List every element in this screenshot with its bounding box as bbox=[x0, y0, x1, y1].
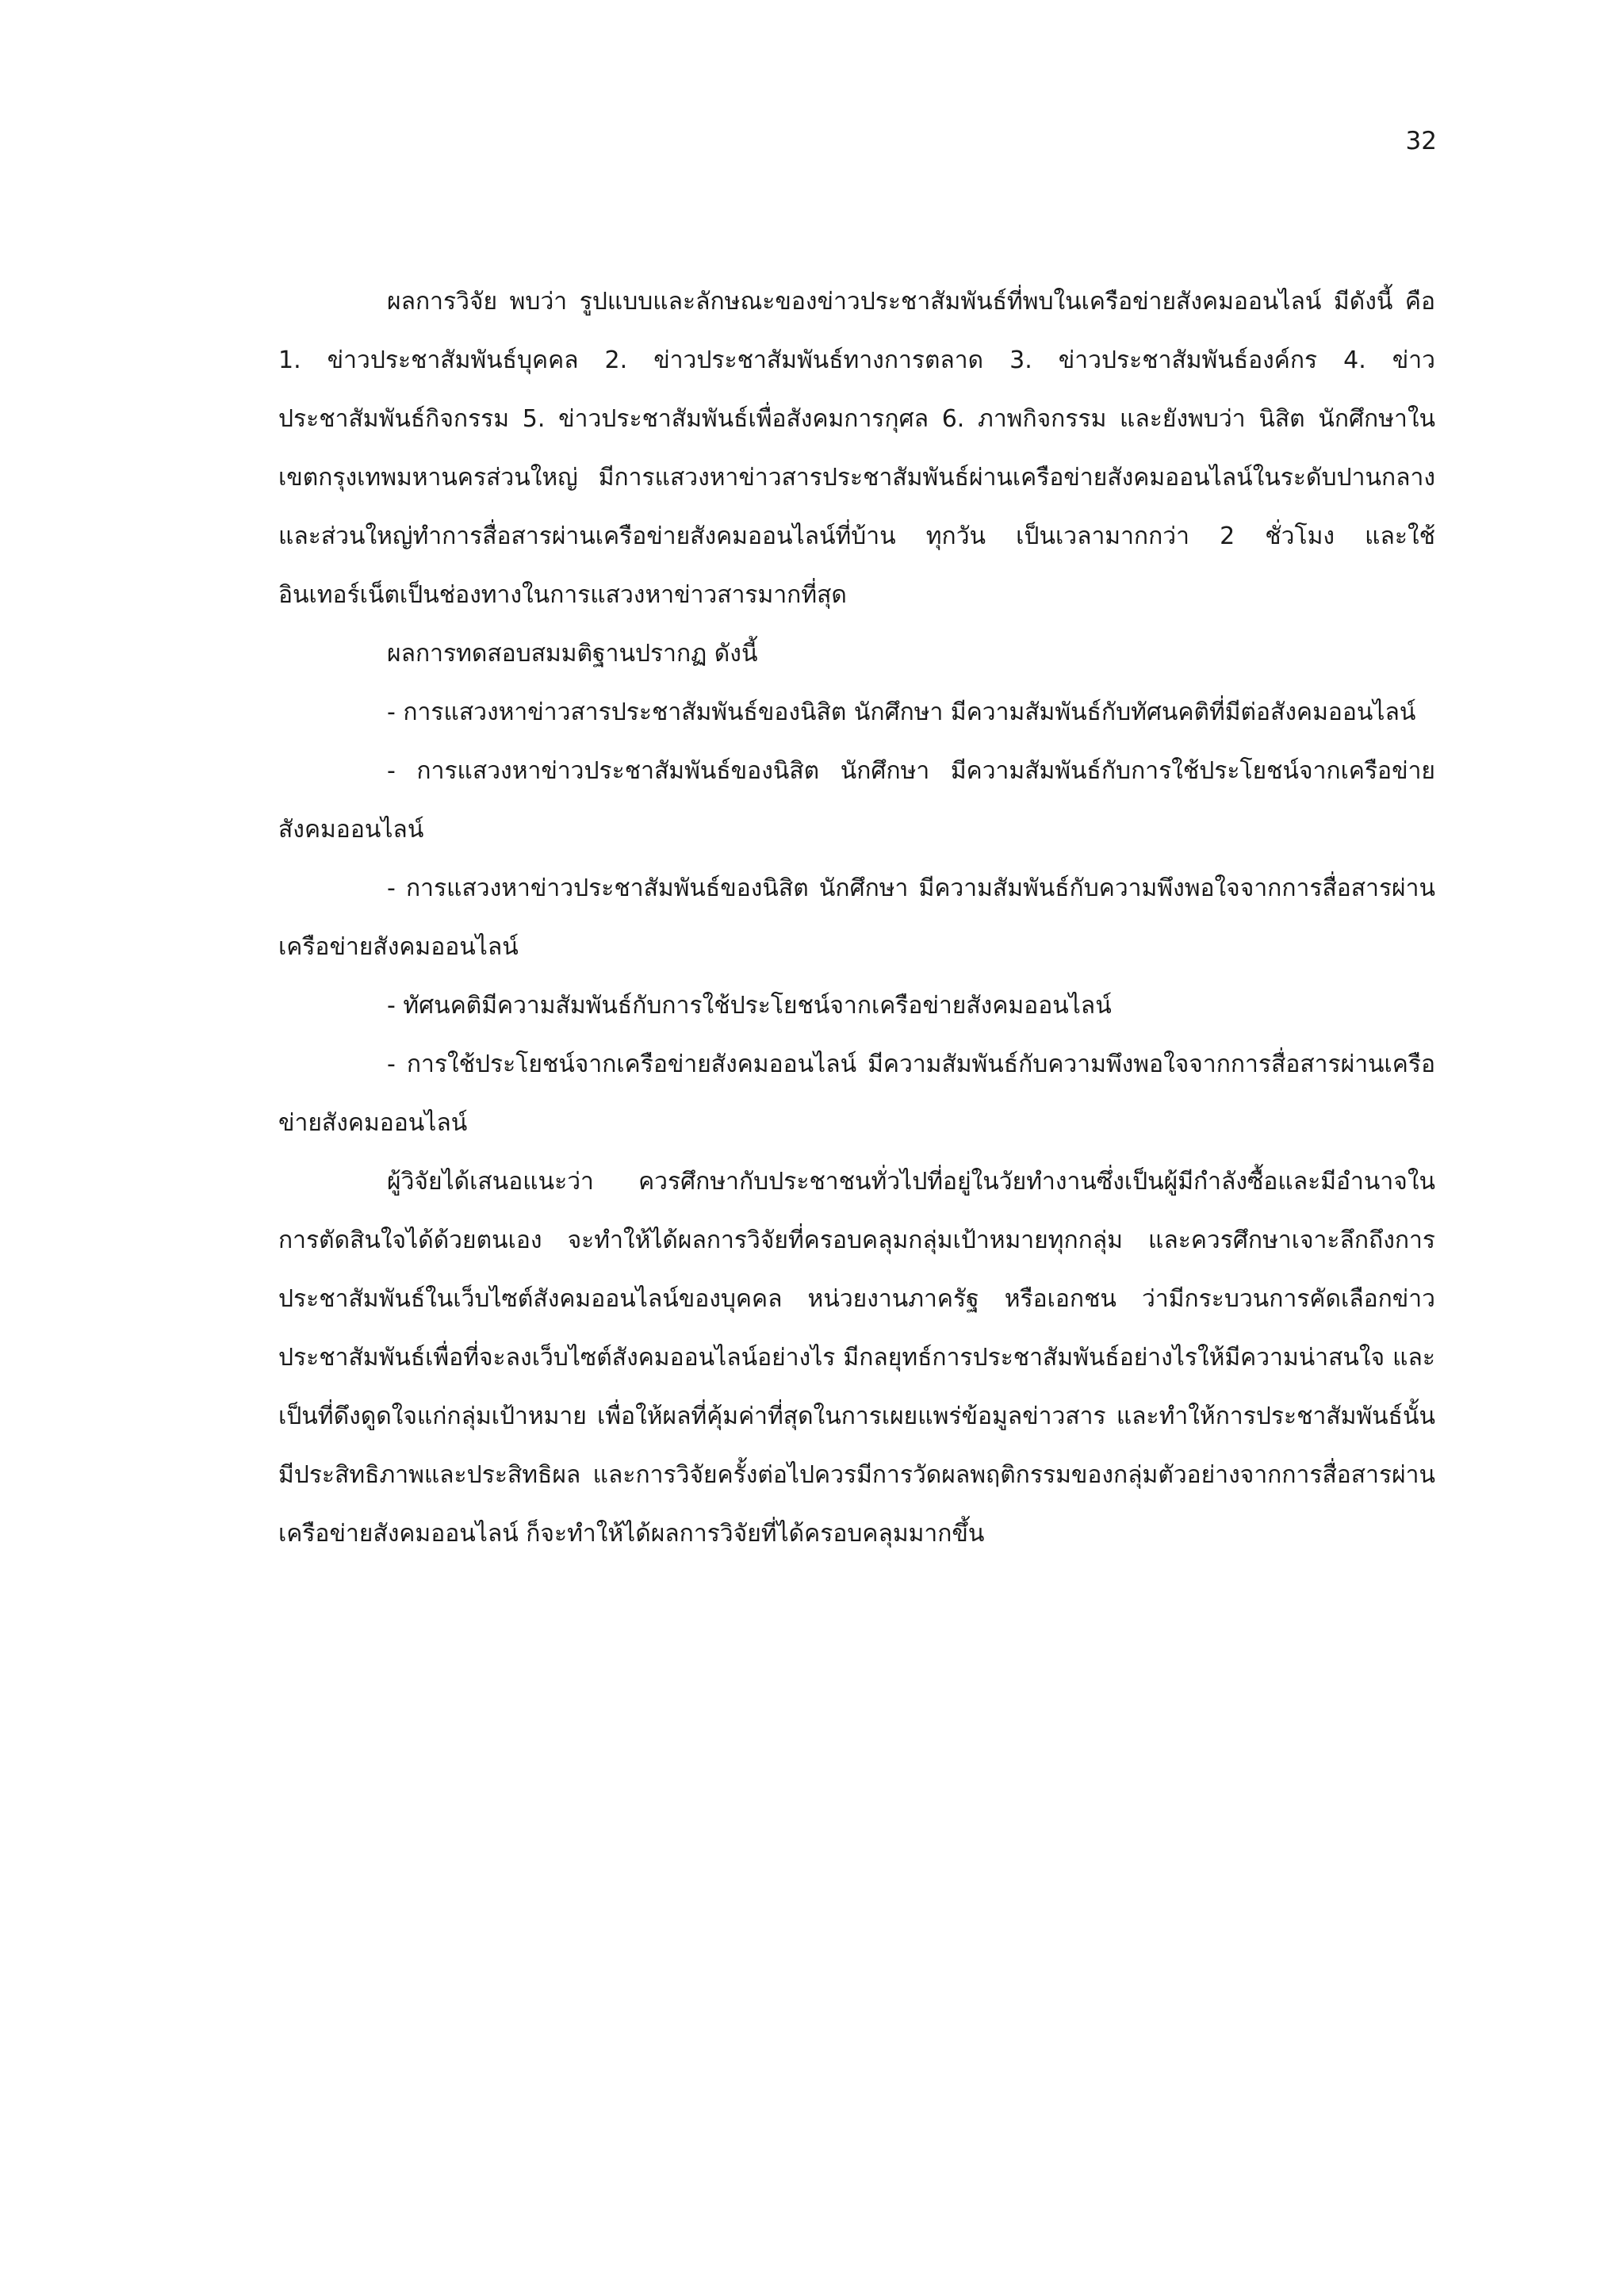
hypothesis-item: - การแสวงหาข่าวสารประชาสัมพันธ์ของนิสิต นักศึกษา มีความสัมพันธ์กับทัศนคติที่มีต่อสังคมออนไลน์ bbox=[387, 698, 1416, 726]
hypothesis-item: - ทัศนคติมีความสัมพันธ์กับการใช้ประโยชน์จากเครือข่ายสังคมออนไลน์ bbox=[387, 992, 1112, 1020]
page-number: 32 bbox=[1405, 127, 1437, 155]
recommendations-paragraph: ผู้วิจัยได้เสนอแนะว่า ควรศึกษากับประชาชนทั่วไปที่อยู่ในวัยทำงานซึ่งเป็นผู้มีกำลังซื้อและมีอำนาจในการตัดสินใจได้ด้วยตนเอง จะทำให้ได้ผลการวิจัยที่ครอบคลุมกลุ่มเป้าหมายทุกกลุ่ม และควรศึกษาเจาะลึกถึงการประชาสัมพันธ์ในเว็บไซต์สังคมออนไลน์ของบุคคล หน่วยงานภาครัฐ หรือเอกชน ว่ามีกระบวนการคัดเลือกข่าวประชาสัมพันธ์เพื่อที่จะลงเว็บไซต์สังคมออนไลน์อย่างไร มีกลยุทธ์การประชาสัมพันธ์อย่างไรให้มีความน่าสนใจ และเป็นที่ดึงดูดใจแก่กลุ่มเป้าหมาย เพื่อให้ผลที่คุ้มค่าที่สุดในการเผยแพร่ข้อมูลข่าวสาร และทำให้การประชาสัมพันธ์นั้นมีประสิทธิภาพและประสิทธิผล และการวิจัยครั้งต่อไปควรมีการวัดผลพฤติกรรมของกลุ่มตัวอย่างจากการสื่อสารผ่านเครือข่ายสังคมออนไลน์ ก็จะทำให้ได้ผลการวิจัยที่ได้ครอบคลุมมากขึ้น bbox=[278, 1168, 1435, 1548]
document-body bbox=[278, 273, 1435, 1563]
hypothesis-item: - การใช้ประโยชน์จากเครือข่ายสังคมออนไลน์ มีความสัมพันธ์กับความพึงพอใจจากการสื่อสารผ่านเครือข่ายสังคมออนไลน์ bbox=[278, 1050, 1435, 1137]
hypothesis-list bbox=[278, 683, 1435, 1153]
hypothesis-item: - การแสวงหาข่าวประชาสัมพันธ์ของนิสิต นักศึกษา มีความสัมพันธ์กับการใช้ประโยชน์จากเครือข่ายสังคมออนไลน์ bbox=[278, 757, 1435, 844]
hypothesis-intro: ผลการทดสอบสมมติฐานปรากฏ ดังนี้ bbox=[387, 640, 758, 668]
findings-paragraph: ผลการวิจัย พบว่า รูปแบบและลักษณะของข่าวประชาสัมพันธ์ที่พบในเครือข่ายสังคมออนไลน์ มีดังนี้ คือ 1. ข่าวประชาสัมพันธ์บุคคล 2. ข่าวประชาสัมพันธ์ทางการตลาด 3. ข่าวประชาสัมพันธ์องค์กร 4. ข่าวประชาสัมพันธ์กิจกรรม 5. ข่าวประชาสัมพันธ์เพื่อสังคมการกุศล 6. ภาพกิจกรรม และยังพบว่า นิสิต นักศึกษาในเขตกรุงเทพมหานครส่วนใหญ่ มีการแสวงหาข่าวสารประชาสัมพันธ์ผ่านเครือข่ายสังคมออนไลน์ในระดับปานกลาง และส่วนใหญ่ทำการสื่อสารผ่านเครือข่ายสังคมออนไลน์ที่บ้าน ทุกวัน เป็นเวลามากกว่า 2 ชั่วโมง และใช้อินเทอร์เน็ตเป็นช่องทางในการแสวงหาข่าวสารมากที่สุด bbox=[278, 288, 1435, 609]
hypothesis-item: - การแสวงหาข่าวประชาสัมพันธ์ของนิสิต นักศึกษา มีความสัมพันธ์กับความพึงพอใจจากการสื่อสารผ่านเครือข่ายสังคมออนไลน์ bbox=[278, 874, 1435, 961]
